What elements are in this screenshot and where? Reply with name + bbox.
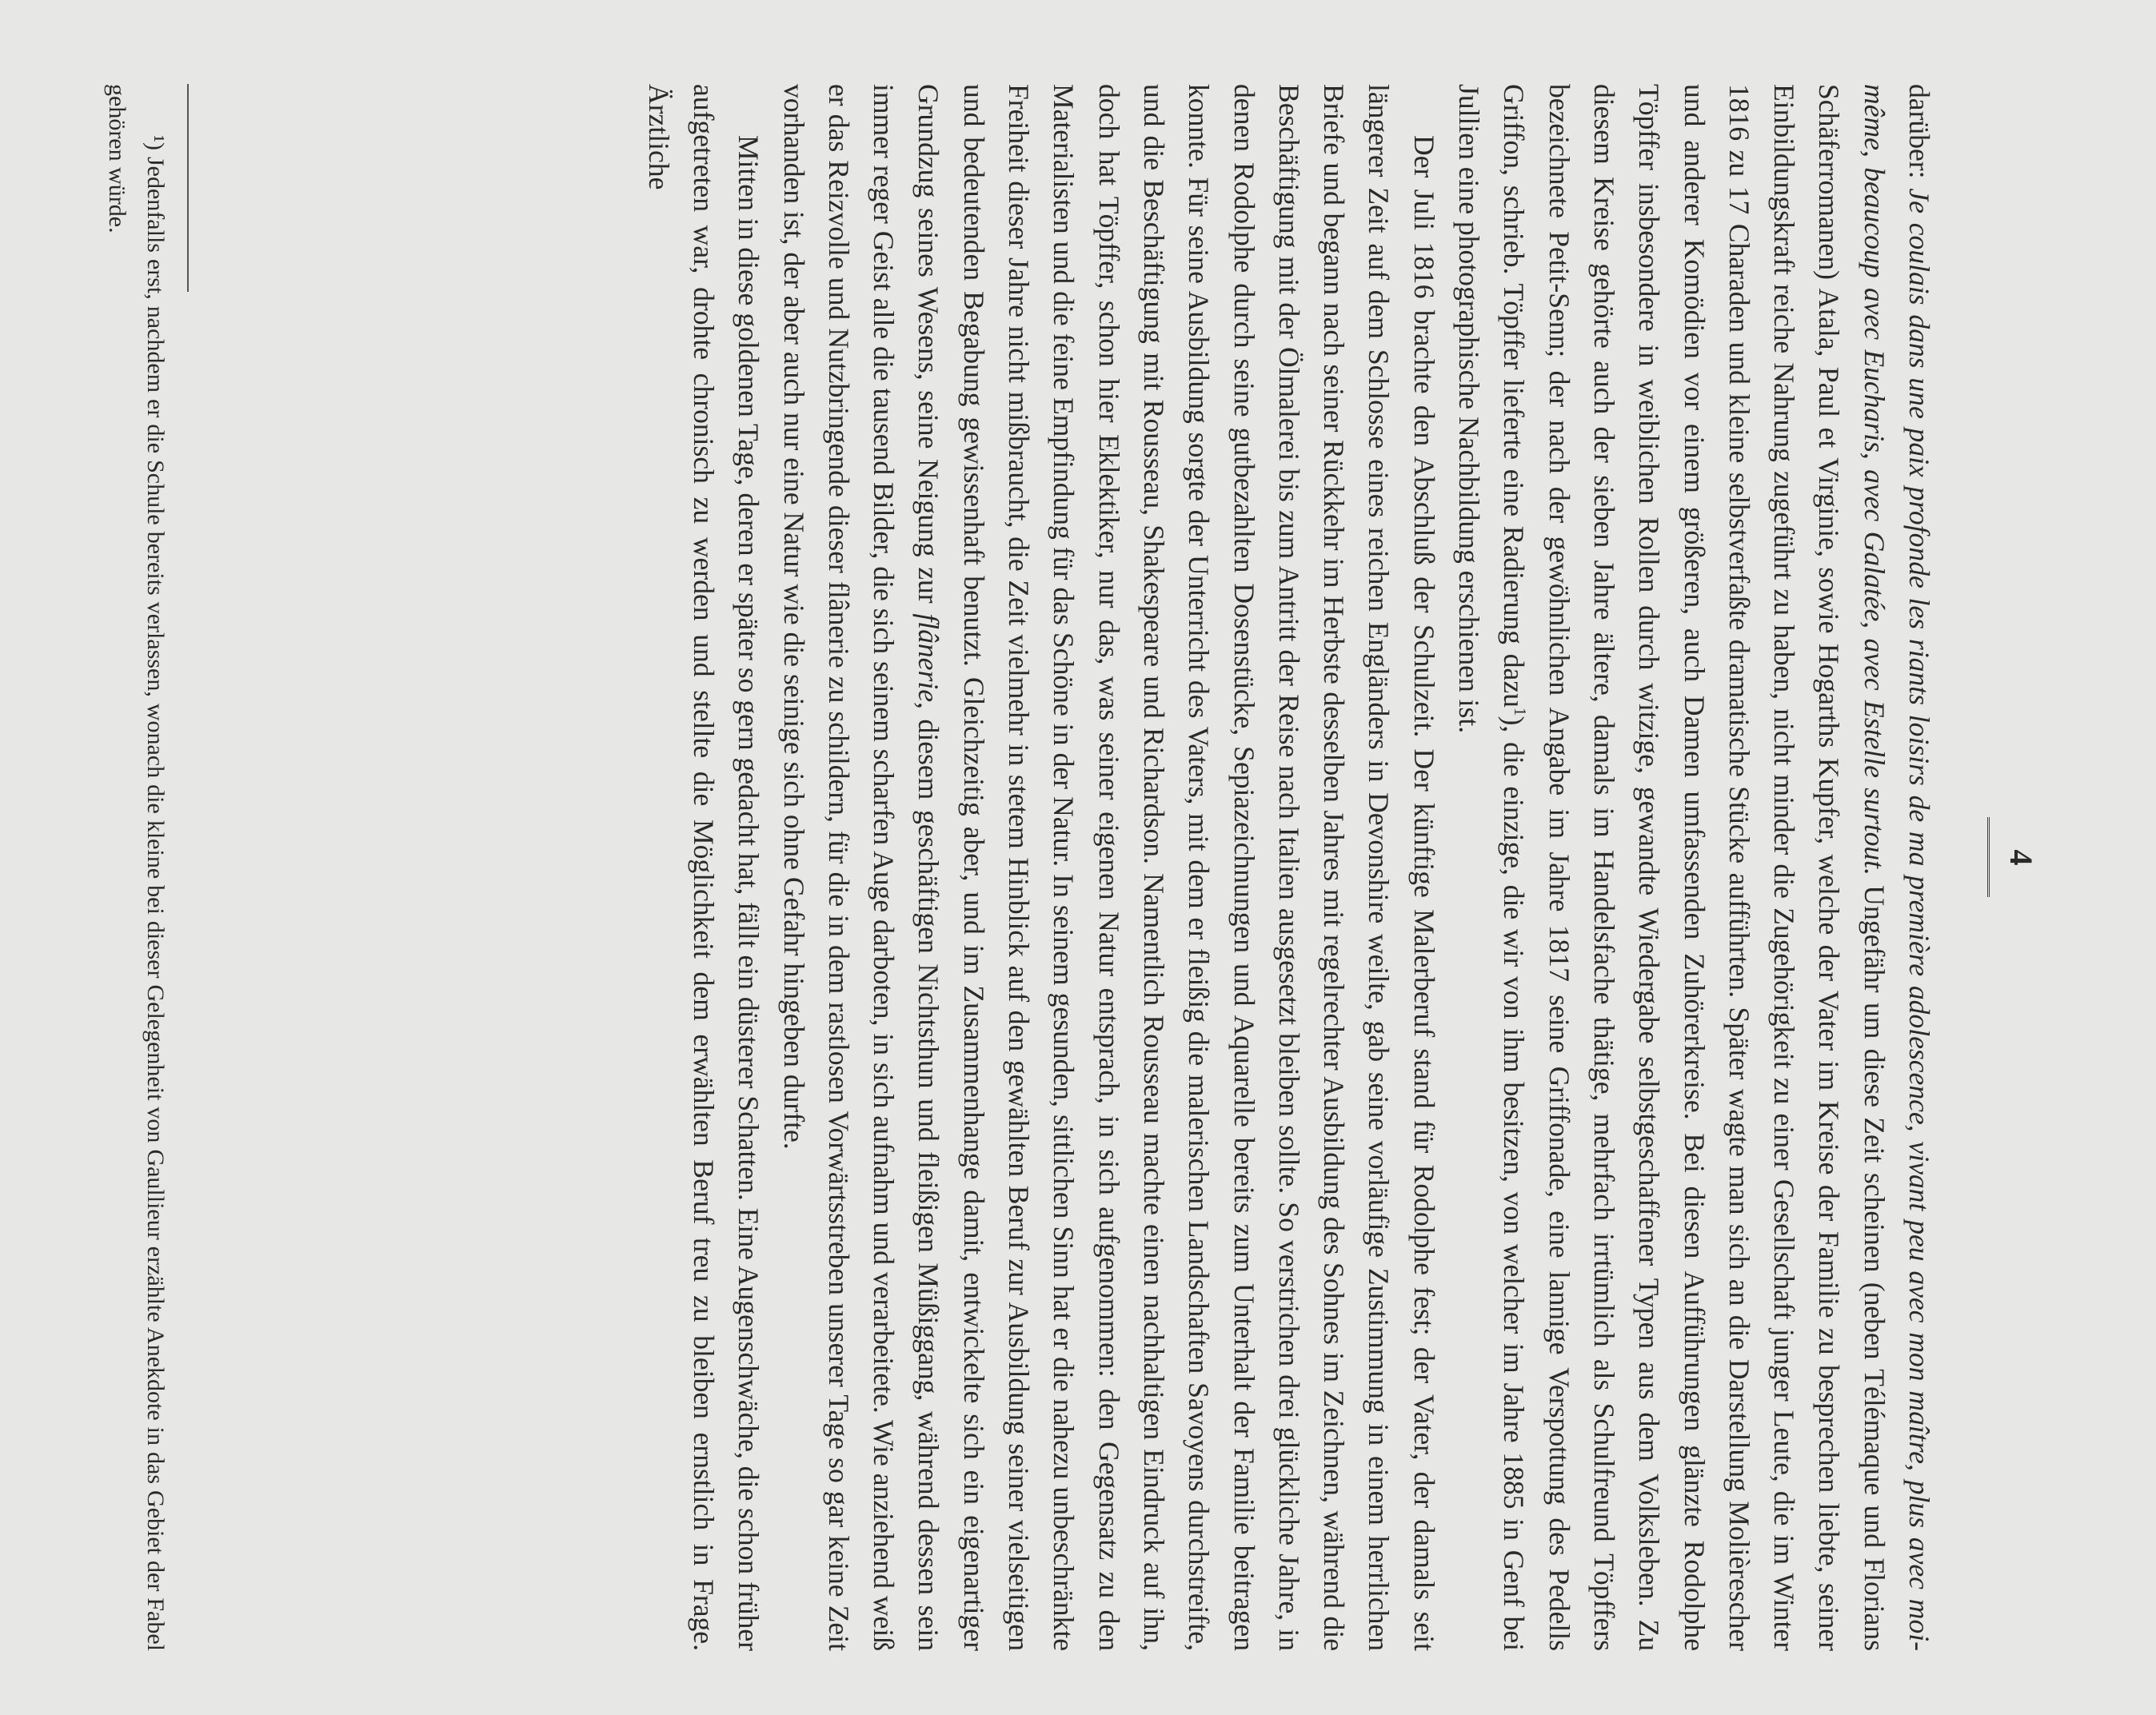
footnote: [98, 84, 174, 1651]
text-run: Mitten in diese goldenen Tage, deren er später so gern gedacht hat, fällt ein düsterer Schatten. Eine Augenschwäche, die schon früher aufgetreten war, drohte chronisch zu werden und stellte die Möglichkeit dem erwählten Beruf treu zu bleiben ernstlich in Frage. Ärztliche: [642, 84, 765, 1651]
text-run: Der Juli 1816 brachte den Abschluß der Schulzeit. Der künftige Malerberuf stand für Rodolphe fest; der Vater, der damals seit längerer Zeit auf dem Schlosse eines reichen Engländers in Devonshire weilte, gab seine vorläufige Zustimmung in einem herrlichen Briefe und begann nach seiner Rückkehr im Herbste desselben Jahres mit regelrechter Ausbildung des Sohnes im Zeichnen, während die Beschäftigung mit der Ölmalerei bis zum Antritt der Reise nach Italien ausgesetzt bleiben sollte. So verstrichen drei glückliche Jahre, in denen Rodolphe durch seine gutbezahlten Dosenstücke, Sepiazeichnungen und Aquarelle bereits zum Unterhalt der Familie beitragen konnte. Für seine Ausbildung sorgte der Unterricht des Vaters, mit dem er fleißig die malerischen Landschaften Savoyens durchstreifte, und die Beschäftigung mit Rousseau, Shakespeare und Richardson. Namentlich Rousseau machte einen nachhaltigen Eindruck auf ihn, doch hat Töpffer, schon hier Eklektiker, nur das, was seiner eigenen Natur entsprach, in sich aufgenommen: den Gegensatz zu den Materialisten und die feine Empfindung für das Schöne in der Natur. In seinem gesunden, sittlichen Sinn hat er die nahezu unbeschränkte Freiheit dieser Jahre nicht mißbraucht, die Zeit vielmehr in stetem Hinblick auf den gewählten Beruf zur Ausbildung seiner vielseitigen und bedeutenden Begabung gewissenhaft benutzt. Gleichzeitig aber, und im Zusammenhange damit, entwickelte sich ein eigenartiger Grundzug seines Wesens, seine Neigung zur: [912, 84, 1440, 1651]
text-run: , diesem geschäftigen Nichtsthun und fleißigen Müßiggang, während dessen sein immer reger Geist alle die tausend Bilder, die sich seinem scharfen Auge darboten, in sich aufnahm und verarbeitete. Wie anziehend weiß er das Reizvolle und Nutzbringende dieser flânerie zu schildern, für die in dem rastlosen Vorwärtsstreben unserer Tage so gar keine Zeit vorhanden ist, der aber auch nur eine Natur wie die seinige sich ohne Gefahr hingeben durfte.: [777, 84, 945, 1651]
page-number-rule: [1987, 817, 1990, 897]
footnote-text: ¹) Jedenfalls erst, nachdem er die Schule bereits verlassen, wonach die kleine bei dieser Gelegenheit von Gaullieur erzählte Anekdote in das Gebiet der Fabel gehören würde.: [104, 84, 169, 1651]
text-run: Ungefähr um diese Zeit scheinen (neben Télémaque und Florians Schäferromanen) Atala, Paul et Virginie, sowie Hogarths Kupfer, welche der Vater im Kreise der Familie zu besprechen liebte, seiner Einbildungskraft reiche Nahrung zugeführt zu haben, nicht minder die Zugehörigkeit zu einer Gesellschaft junger Leute, die im Winter 1816 zu 17 Charaden und kleine selbstverfaßte dramatische Stücke aufführten. Später wagte man sich an die Darstellung Molièrescher und anderer Komödien vor einem größeren, auch Damen umfassenden Zuhörerkreise. Bei diesen Aufführungen glänzte Rodolphe Töpffer insbesondere in weiblichen Rollen durch witzige, gewandte Wiedergabe selbstgeschaffener Typen aus dem Volksleben. Zu diesem Kreise gehörte auch der sieben Jahre ältere, damals im Handelsfache thätige, mehrfach irrtümlich als Schulfreund Töpffers bezeichnete Petit-Senn; der nach der gewöhnlichen Angabe im Jahre 1817 seine Griffonade, eine lannige Verspottung des Pedells Griffon, schrieb. Töpffer lieferte eine Radierung dazu: [1498, 84, 1890, 1651]
italic-text: flânerie: [912, 613, 945, 702]
footnote-marker: 1: [1511, 707, 1531, 716]
paragraph: [636, 84, 771, 1651]
text-run: darüber:: [1903, 84, 1935, 189]
footnote-separator: [187, 84, 189, 292]
paragraph: [1447, 84, 1942, 1651]
body-text: [636, 84, 1942, 1651]
text-run: ), die einzige, die wir von ihm besitzen, von welcher im Jahre 1885 in Genf bei Jullien eine photographische Nachbildung erschienen ist.: [1453, 84, 1531, 1651]
paragraph: [771, 84, 1446, 1651]
italic-text: Je coulais dans une paix profonde les riants loisirs de ma première adolescence, vivant peu avec mon maître, plus avec moi-même, beaucoup avec Eucharis, avec Galatée, avec Estelle surtout.: [1858, 84, 1935, 1651]
page-number: 4: [2003, 849, 2039, 866]
